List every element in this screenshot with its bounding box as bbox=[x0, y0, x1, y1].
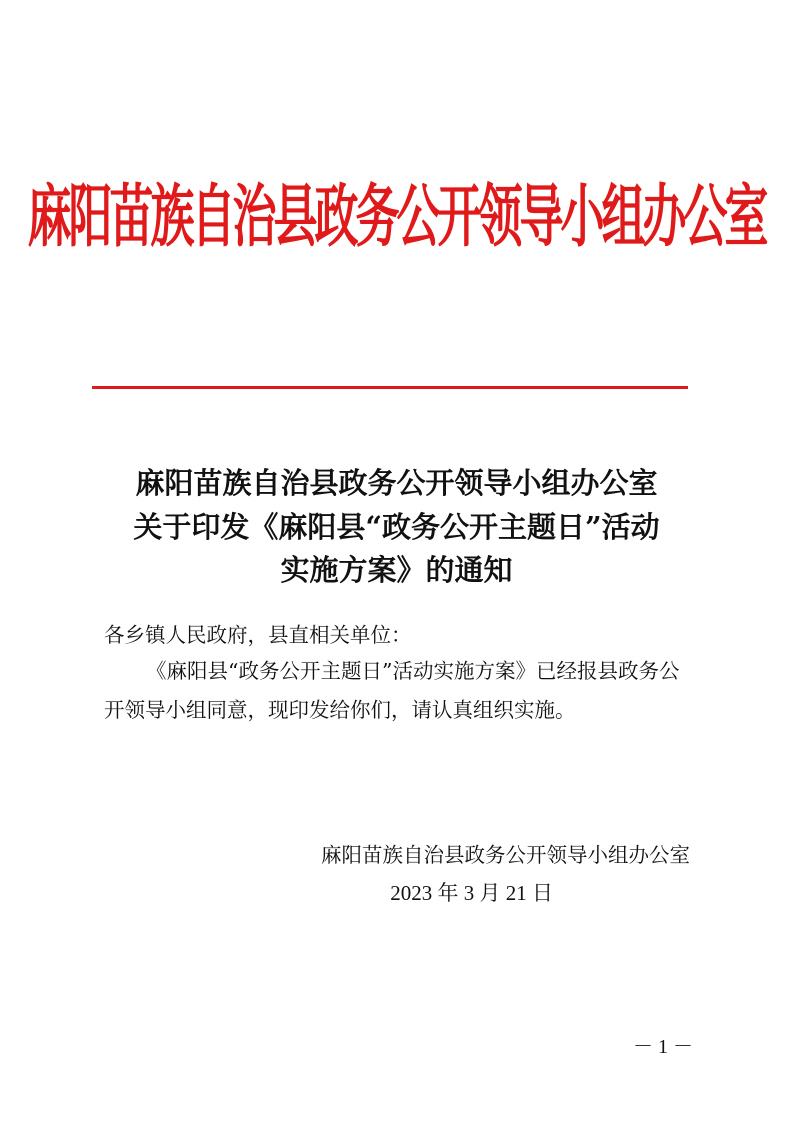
page-number: － 1 － bbox=[633, 1036, 693, 1058]
body-paragraph-line-1: 《麻阳县“政务公开主题日”活动实施方案》已经报县政务公 bbox=[146, 659, 680, 683]
letterhead-title: 麻阳苗族自治县政务公开领导小组办公室 bbox=[27, 177, 766, 257]
document-title-line-1: 麻阳苗族自治县政务公开领导小组办公室 bbox=[135, 466, 658, 500]
signature-date: 2023 年 3 月 21 日 bbox=[390, 881, 553, 905]
document-title-line-2: 关于印发《麻阳县“政务公开主题日”活动 bbox=[133, 510, 660, 544]
salutation: 各乡镇人民政府，县直相关单位： bbox=[104, 623, 412, 647]
body-paragraph-line-2: 开领导小组同意，现印发给你们，请认真组织实施。 bbox=[104, 698, 576, 722]
document-title-line-3: 实施方案》的通知 bbox=[280, 553, 513, 587]
letterhead-red-rule bbox=[92, 386, 688, 389]
signature-organization: 麻阳苗族自治县政务公开领导小组办公室 bbox=[321, 843, 690, 867]
